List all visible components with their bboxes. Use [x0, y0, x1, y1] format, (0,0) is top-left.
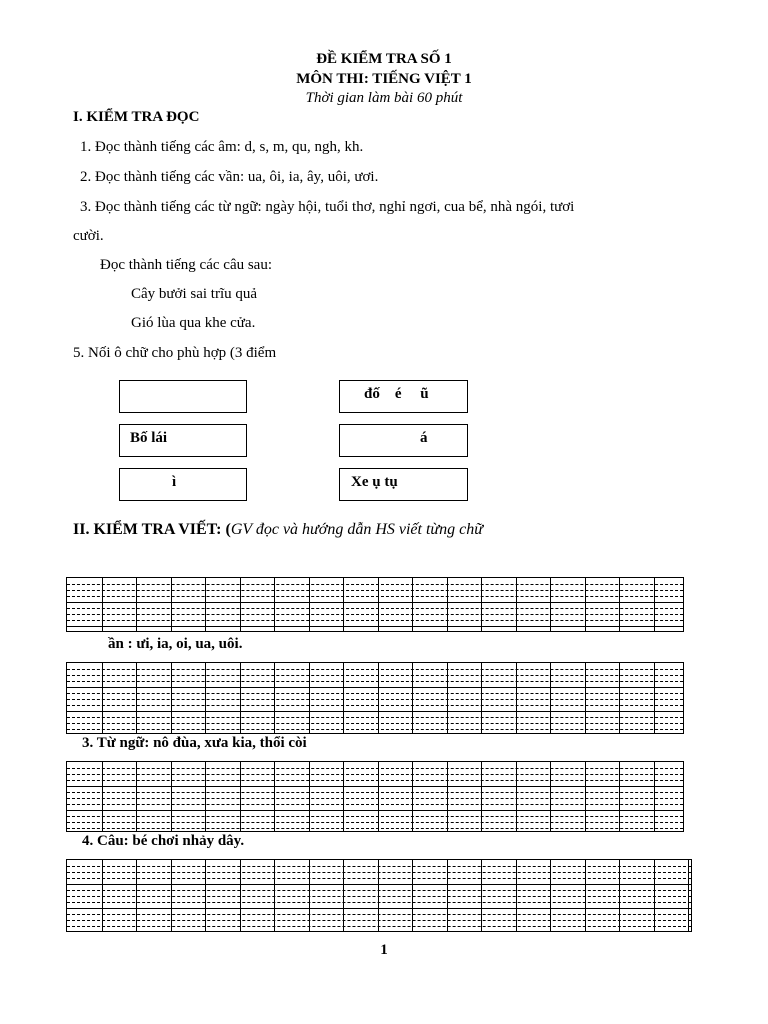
- match-right-text-2: á: [420, 430, 428, 446]
- grid-column-line: [102, 578, 103, 631]
- grid-row-line: [67, 614, 683, 615]
- grid-row-line: [67, 608, 683, 609]
- grid-row-line: [67, 792, 683, 793]
- grid-column-line: [205, 578, 206, 631]
- grid-row-line: [67, 872, 691, 873]
- reading-section-heading: I. KIỂM TRA ĐỌC: [73, 109, 200, 125]
- grid-column-line: [102, 762, 103, 831]
- grid-column-line: [412, 762, 413, 831]
- sentence-2: Gió lùa qua khe cửa.: [131, 315, 256, 331]
- reading-item-1: 1. Đọc thành tiếng các âm: d, s, m, qu, ngh, kh.: [80, 139, 364, 155]
- grid-row-line: [67, 723, 683, 724]
- writing-grid-2[interactable]: [66, 662, 684, 734]
- grid-row-line: [67, 705, 683, 706]
- grid-row-line: [67, 717, 683, 718]
- grid-row-line: [67, 908, 691, 909]
- grid-column-line: [654, 762, 655, 831]
- grid-column-line: [447, 762, 448, 831]
- grid-column-line: [585, 578, 586, 631]
- words-label: 3. Từ ngữ: nô đùa, xưa kia, thổi còi: [82, 735, 307, 751]
- grid-row-line: [67, 681, 683, 682]
- grid-row-line: [67, 602, 683, 603]
- grid-column-line: [171, 578, 172, 631]
- grid-column-line: [585, 762, 586, 831]
- sentences-intro: Đọc thành tiếng các câu sau:: [100, 257, 273, 273]
- exam-subject: MÔN THI: TIẾNG VIỆT 1: [296, 71, 472, 87]
- grid-row-line: [67, 774, 683, 775]
- match-left-text-3: ì: [172, 474, 177, 490]
- grid-column-line: [516, 578, 517, 631]
- match-right-box-3[interactable]: [339, 468, 468, 501]
- match-right-text-3: Xe ụ tụ: [351, 474, 398, 490]
- grid-column-line: [136, 578, 137, 631]
- grid-row-line: [67, 884, 691, 885]
- grid-column-line: [412, 578, 413, 631]
- grid-row-line: [67, 590, 683, 591]
- grid-row-line: [67, 711, 683, 712]
- writing-section-heading: II. KIỂM TRA VIẾT: (GV đọc và hướng dẫn HS viết từng chữ: [73, 521, 483, 538]
- grid-column-line: [343, 578, 344, 631]
- grid-row-line: [67, 890, 691, 891]
- reading-item-5: 5. Nối ô chữ cho phù hợp (3 điểm: [73, 345, 277, 361]
- reading-item-2: 2. Đọc thành tiếng các vần: ua, ôi, ia, ây, uôi, ươi.: [80, 169, 379, 185]
- grid-column-line: [516, 762, 517, 831]
- grid-row-line: [67, 920, 691, 921]
- grid-column-line: [274, 762, 275, 831]
- grid-row-line: [67, 914, 691, 915]
- match-right-box-1[interactable]: [339, 380, 468, 413]
- exam-title: ĐỀ KIỂM TRA SỐ 1: [316, 51, 452, 67]
- vowels-label: ần : ưi, ia, oi, ua, uôi.: [108, 636, 243, 652]
- match-right-text-1: đố é ũ: [364, 386, 429, 402]
- grid-row-line: [67, 620, 683, 621]
- match-left-box-1[interactable]: [119, 380, 247, 413]
- grid-column-line: [240, 762, 241, 831]
- grid-row-line: [67, 699, 683, 700]
- grid-row-line: [67, 675, 683, 676]
- grid-column-line: [619, 578, 620, 631]
- grid-row-line: [67, 810, 683, 811]
- grid-row-line: [67, 816, 683, 817]
- grid-row-line: [67, 729, 683, 730]
- grid-column-line: [309, 762, 310, 831]
- grid-column-line: [481, 762, 482, 831]
- grid-column-line: [136, 762, 137, 831]
- grid-row-line: [67, 822, 683, 823]
- grid-row-line: [67, 896, 691, 897]
- grid-column-line: [309, 578, 310, 631]
- grid-column-line: [654, 578, 655, 631]
- grid-column-line: [343, 762, 344, 831]
- grid-row-line: [67, 596, 683, 597]
- grid-column-line: [378, 762, 379, 831]
- grid-column-line: [240, 578, 241, 631]
- grid-row-line: [67, 902, 691, 903]
- grid-row-line: [67, 693, 683, 694]
- grid-column-line: [447, 578, 448, 631]
- grid-column-line: [550, 578, 551, 631]
- grid-column-line: [274, 578, 275, 631]
- grid-row-line: [67, 669, 683, 670]
- grid-row-line: [67, 786, 683, 787]
- match-left-box-2[interactable]: [119, 424, 247, 457]
- grid-row-line: [67, 780, 683, 781]
- reading-item-3: 3. Đọc thành tiếng các từ ngữ: ngày hội, tuổi thơ, nghỉ ngơi, cua bể, nhà ngói, tươi: [80, 199, 575, 215]
- writing-grid-3[interactable]: [66, 761, 684, 832]
- grid-row-line: [67, 584, 683, 585]
- grid-column-line: [171, 762, 172, 831]
- reading-item-3-cont: cười.: [73, 228, 104, 244]
- grid-column-line: [205, 762, 206, 831]
- page-number: 1: [380, 942, 388, 958]
- grid-row-line: [67, 804, 683, 805]
- sentence-1: Cây bưởi sai trĩu quả: [131, 286, 258, 302]
- grid-row-line: [67, 626, 683, 627]
- sentence-label: 4. Câu: bé chơi nhảy dây.: [82, 833, 245, 849]
- grid-row-line: [67, 798, 683, 799]
- writing-grid-1[interactable]: [66, 577, 684, 632]
- grid-row-line: [67, 878, 691, 879]
- grid-column-line: [550, 762, 551, 831]
- match-left-text-2: Bố lái: [130, 430, 168, 446]
- writing-grid-4[interactable]: [66, 859, 692, 932]
- grid-column-line: [619, 762, 620, 831]
- grid-row-line: [67, 768, 683, 769]
- grid-row-line: [67, 866, 691, 867]
- grid-column-line: [481, 578, 482, 631]
- exam-time: Thời gian làm bài 60 phút: [305, 90, 463, 106]
- grid-row-line: [67, 687, 683, 688]
- grid-row-line: [67, 828, 683, 829]
- match-left-box-3[interactable]: [119, 468, 247, 501]
- match-right-box-2[interactable]: [339, 424, 468, 457]
- grid-row-line: [67, 926, 691, 927]
- grid-column-line: [378, 578, 379, 631]
